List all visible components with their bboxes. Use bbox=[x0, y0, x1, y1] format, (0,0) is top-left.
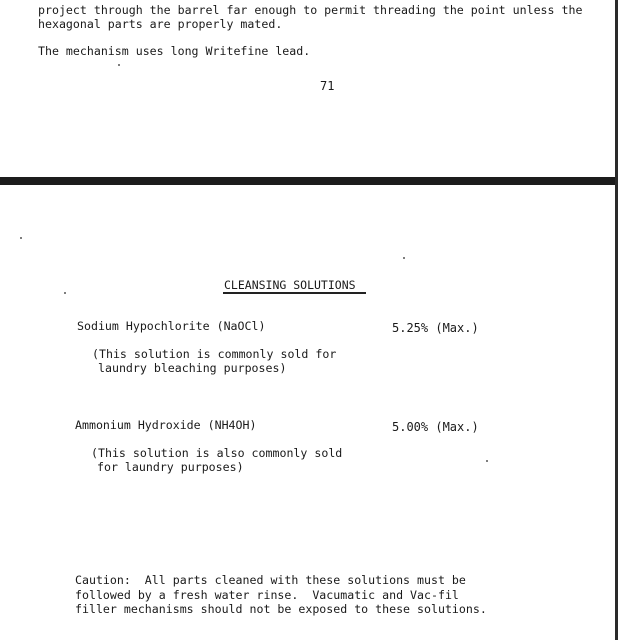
scan-speck bbox=[64, 292, 66, 294]
chemical-concentration: 5.00% (Max.) bbox=[392, 420, 479, 434]
caution-text-line: filler mechanisms should not be exposed to these solutions. bbox=[75, 602, 487, 616]
chemical-name: Sodium Hypochlorite (NaOCl) bbox=[77, 319, 266, 333]
caution-text-line: followed by a fresh water rinse. Vacumatic and Vac-fil bbox=[75, 588, 459, 602]
chemical-note-line: (This solution is also commonly sold bbox=[91, 446, 343, 460]
body-text-line: The mechanism uses long Writefine lead. bbox=[38, 44, 311, 58]
scan-speck bbox=[403, 257, 405, 259]
chemical-concentration: 5.25% (Max.) bbox=[392, 321, 479, 335]
scan-speck bbox=[20, 237, 22, 239]
page-number: 71 bbox=[320, 79, 335, 93]
chemical-note-line: (This solution is commonly sold for bbox=[92, 347, 337, 361]
chemical-note-line: laundry bleaching purposes) bbox=[98, 361, 287, 375]
page-divider bbox=[0, 177, 618, 185]
scan-speck bbox=[486, 460, 488, 462]
heading-underline bbox=[223, 292, 366, 294]
section-heading: CLEANSING SOLUTIONS bbox=[224, 278, 356, 292]
chemical-name: Ammonium Hydroxide (NH4OH) bbox=[75, 418, 257, 432]
body-text-line: project through the barrel far enough to permit threading the point unless the bbox=[38, 3, 583, 17]
caution-text-line: Caution: All parts cleaned with these solutions must be bbox=[75, 573, 466, 587]
chemical-note-line: for laundry purposes) bbox=[97, 460, 244, 474]
scan-speck bbox=[118, 64, 120, 66]
body-text-line: hexagonal parts are properly mated. bbox=[38, 17, 283, 31]
